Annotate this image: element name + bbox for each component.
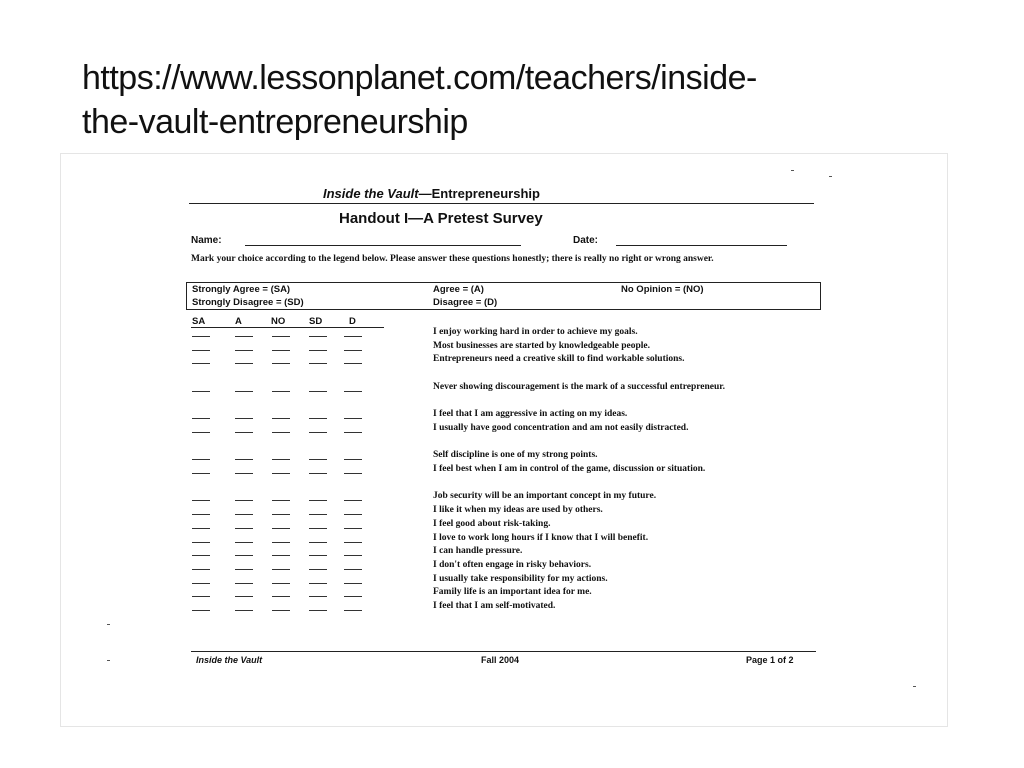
date-label: Date: — [573, 235, 599, 246]
answer-blank-no — [272, 459, 290, 460]
answer-blank-sd — [309, 336, 327, 337]
scan-speck — [913, 686, 916, 687]
answer-blank-sd — [309, 596, 327, 597]
answer-blank-a — [235, 555, 253, 556]
footer-rule — [191, 651, 816, 652]
answer-blank-sd — [309, 542, 327, 543]
answer-blank-a — [235, 528, 253, 529]
answer-blank-no — [272, 555, 290, 556]
column-header-sa: SA — [192, 316, 206, 327]
answer-blank-a — [235, 569, 253, 570]
footer-left: Inside the Vault — [196, 655, 263, 665]
legend-a: Agree = (A) — [433, 284, 484, 295]
answer-blank-a — [235, 583, 253, 584]
answer-blank-sa — [192, 418, 210, 419]
name-label: Name: — [191, 235, 222, 246]
answer-blank-sa — [192, 432, 210, 433]
column-header-rule — [191, 327, 384, 328]
answer-blank-no — [272, 350, 290, 351]
name-field-line — [245, 245, 521, 246]
legend-sa: Strongly Agree = (SA) — [192, 284, 291, 295]
survey-statement: I don't often engage in risky behaviors. — [433, 559, 592, 570]
answer-blank-d — [344, 391, 362, 392]
answer-blank-a — [235, 473, 253, 474]
legend-d: Disagree = (D) — [433, 297, 498, 308]
answer-blank-a — [235, 500, 253, 501]
answer-blank-d — [344, 542, 362, 543]
answer-blank-a — [235, 514, 253, 515]
answer-blank-d — [344, 555, 362, 556]
legend-sd: Strongly Disagree = (SD) — [192, 297, 304, 308]
answer-blank-sa — [192, 596, 210, 597]
survey-statement: Self discipline is one of my strong points. — [433, 450, 598, 461]
answer-blank-sd — [309, 555, 327, 556]
survey-handout — [61, 154, 947, 726]
answer-blank-sd — [309, 528, 327, 529]
answer-blank-sa — [192, 583, 210, 584]
survey-statement: I usually take responsibility for my actions. — [433, 573, 608, 584]
answer-blank-d — [344, 500, 362, 501]
answer-blank-sa — [192, 350, 210, 351]
answer-blank-no — [272, 596, 290, 597]
date-field-line — [616, 245, 787, 246]
answer-blank-no — [272, 569, 290, 570]
survey-statement: I enjoy working hard in order to achieve my goals. — [433, 327, 638, 337]
answer-blank-sd — [309, 459, 327, 460]
survey-statement: I feel good about risk-taking. — [433, 518, 551, 529]
answer-blank-sa — [192, 555, 210, 556]
answer-blank-d — [344, 418, 362, 419]
answer-blank-sd — [309, 569, 327, 570]
answer-blank-sa — [192, 542, 210, 543]
footer-right: Page 1 of 2 — [746, 655, 794, 665]
handout-title: Handout I—A Pretest Survey — [339, 210, 543, 227]
survey-statement: I like it when my ideas are used by others. — [433, 505, 603, 516]
answer-blank-sd — [309, 583, 327, 584]
scan-speck — [791, 170, 794, 171]
answer-blank-no — [272, 500, 290, 501]
answer-blank-d — [344, 514, 362, 515]
answer-blank-no — [272, 418, 290, 419]
answer-blank-a — [235, 418, 253, 419]
answer-blank-sa — [192, 473, 210, 474]
document-header — [323, 186, 540, 201]
survey-statement: I can handle pressure. — [433, 546, 523, 557]
answer-blank-sd — [309, 610, 327, 611]
answer-blank-a — [235, 459, 253, 460]
survey-statement: Job security will be an important concept in my future. — [433, 491, 657, 502]
answer-blank-sd — [309, 500, 327, 501]
column-header-no: NO — [271, 316, 286, 327]
column-header-sd: SD — [309, 316, 323, 327]
slide-title-line-1: https://www.lessonplanet.com/teachers/inside- — [82, 59, 757, 97]
answer-blank-sa — [192, 391, 210, 392]
instructions: Mark your choice according to the legend below. Please answer these questions honestly; there is really no right or wrong answer. — [191, 254, 714, 264]
survey-statement: Entrepreneurs need a creative skill to find workable solutions. — [433, 354, 685, 365]
answer-blank-d — [344, 473, 362, 474]
answer-blank-a — [235, 432, 253, 433]
answer-blank-no — [272, 432, 290, 433]
answer-blank-d — [344, 336, 362, 337]
answer-blank-a — [235, 610, 253, 611]
answer-blank-sa — [192, 514, 210, 515]
answer-blank-no — [272, 514, 290, 515]
answer-blank-d — [344, 459, 362, 460]
answer-blank-sd — [309, 418, 327, 419]
answer-blank-no — [272, 583, 290, 584]
answer-blank-no — [272, 528, 290, 529]
survey-statement: Family life is an important idea for me. — [433, 587, 592, 598]
survey-statement: I feel best when I am in control of the game, discussion or situation. — [433, 464, 706, 474]
answer-blank-sa — [192, 459, 210, 460]
survey-statement: Most businesses are started by knowledgeable people. — [433, 340, 651, 351]
answer-blank-sd — [309, 473, 327, 474]
footer-center: Fall 2004 — [481, 655, 520, 665]
scanned-document-image — [60, 153, 948, 727]
answer-blank-no — [272, 473, 290, 474]
scan-speck — [107, 660, 110, 661]
answer-blank-a — [235, 350, 253, 351]
survey-statement: Never showing discouragement is the mark of a successful entrepreneur. — [433, 381, 726, 392]
answer-blank-a — [235, 336, 253, 337]
answer-blank-d — [344, 610, 362, 611]
answer-blank-no — [272, 363, 290, 364]
survey-statement: I feel that I am self-motivated. — [433, 601, 556, 611]
answer-blank-sa — [192, 336, 210, 337]
survey-statement: I usually have good concentration and am not easily distracted. — [433, 422, 689, 433]
answer-blank-d — [344, 528, 362, 529]
survey-statement: I love to work long hours if I know that I will benefit. — [433, 532, 649, 543]
answer-blank-sd — [309, 432, 327, 433]
answer-blank-no — [272, 391, 290, 392]
survey-statement: I feel that I am aggressive in acting on my ideas. — [433, 409, 628, 420]
scan-speck — [829, 176, 832, 177]
column-header-a: A — [235, 316, 242, 327]
answer-blank-d — [344, 363, 362, 364]
answer-blank-no — [272, 542, 290, 543]
answer-blank-d — [344, 569, 362, 570]
answer-blank-a — [235, 363, 253, 364]
legend-no: No Opinion = (NO) — [621, 284, 704, 295]
answer-blank-sa — [192, 528, 210, 529]
column-header-d: D — [349, 316, 356, 327]
answer-blank-no — [272, 610, 290, 611]
answer-blank-sd — [309, 391, 327, 392]
answer-blank-d — [344, 596, 362, 597]
slide-title-line-2: the-vault-entrepreneurship — [82, 103, 468, 141]
answer-blank-sa — [192, 500, 210, 501]
answer-blank-d — [344, 432, 362, 433]
answer-blank-sa — [192, 363, 210, 364]
header-rule — [189, 203, 814, 204]
answer-blank-no — [272, 336, 290, 337]
answer-blank-sa — [192, 610, 210, 611]
answer-blank-d — [344, 350, 362, 351]
answer-blank-a — [235, 596, 253, 597]
answer-blank-sd — [309, 514, 327, 515]
header-rest: —Entrepreneurship — [418, 186, 540, 201]
answer-blank-d — [344, 583, 362, 584]
answer-blank-sd — [309, 363, 327, 364]
answer-blank-sd — [309, 350, 327, 351]
answer-blank-a — [235, 391, 253, 392]
answer-blank-sa — [192, 569, 210, 570]
scan-speck — [107, 624, 110, 625]
slide-title — [82, 56, 982, 144]
answer-blank-a — [235, 542, 253, 543]
header-italic: Inside the Vault — [323, 186, 419, 201]
